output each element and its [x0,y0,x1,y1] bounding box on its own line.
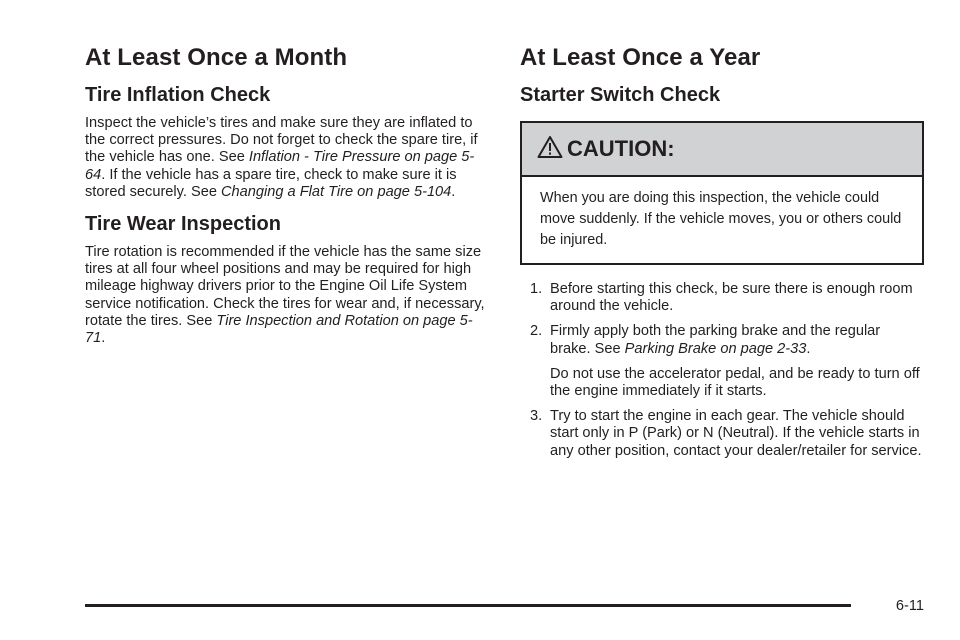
parking-brake-link[interactable]: Parking Brake on page 2-33 [624,340,807,357]
year-heading: At Least Once a Year [520,44,761,71]
month-heading: At Least Once a Month [85,44,348,71]
tire-inflation-text: Inspect the vehicle’s tires and make sure they are inflated to the correct pressures. Do not forget to check the spare tire, if the vehicle has one. See Inflation - Tire Pressure on page 5-64. If the vehicle has a spare tire, check to make sure it is stored securely. See Changing a Flat Tire on page 5-104. [85,115,478,200]
caution-header [522,123,922,177]
caution-body: When you are doing this inspection, the vehicle could move suddenly. If the vehicle moves, you or others could be injured. [540,190,902,248]
starter-steps [520,281,924,460]
warning-triangle-icon [537,135,563,164]
inflation-link[interactable]: Inflation - Tire Pressure on page 5-64 [85,149,475,183]
caution-box [520,121,924,265]
left-column [85,40,490,359]
tire-wear-title: Tire Wear Inspection [85,213,281,236]
tire-rotation-link[interactable]: Tire Inspection and Rotation on page 5-71 [85,312,473,347]
footer-rule [85,604,851,607]
step-2: 2. Firmly apply both the parking brake and the regular brake. See Parking Brake on page 2-33. Do not use the accelerator pedal, and be ready to turn off the engine immediately if it starts. [520,323,924,400]
right-column [520,40,924,468]
step-2-note: Do not use the accelerator pedal, and be ready to turn off the engine immediately if it starts. [550,365,920,400]
tire-wear-text: Tire rotation is recommended if the vehicle has the same size tires at all four wheel positions and may be required for high mileage highway drivers prior to the Engine Oil Life System service notification. Check the tires for wear and, if necessary, rotate the tires. See Tire Inspection and Rotation on page 5-71. [85,244,485,347]
caution-title: CAUTION: [567,136,675,161]
step-3: 3. Try to start the engine in each gear. The vehicle should start only in P (Park) or N (Neutral). If the vehicle starts in any other position, contact your dealer/retailer for service. [530,408,922,459]
flat-tire-link[interactable]: Changing a Flat Tire on page 5-104 [221,183,452,200]
tire-wear-section [85,213,490,347]
page-number: 6-11 [895,598,924,614]
step-1: 1. Before starting this check, be sure there is enough room around the vehicle. [530,281,913,315]
starter-switch-title: Starter Switch Check [520,84,721,106]
tire-inflation-section [85,84,490,201]
tire-inflation-title: Tire Inflation Check [85,84,271,106]
